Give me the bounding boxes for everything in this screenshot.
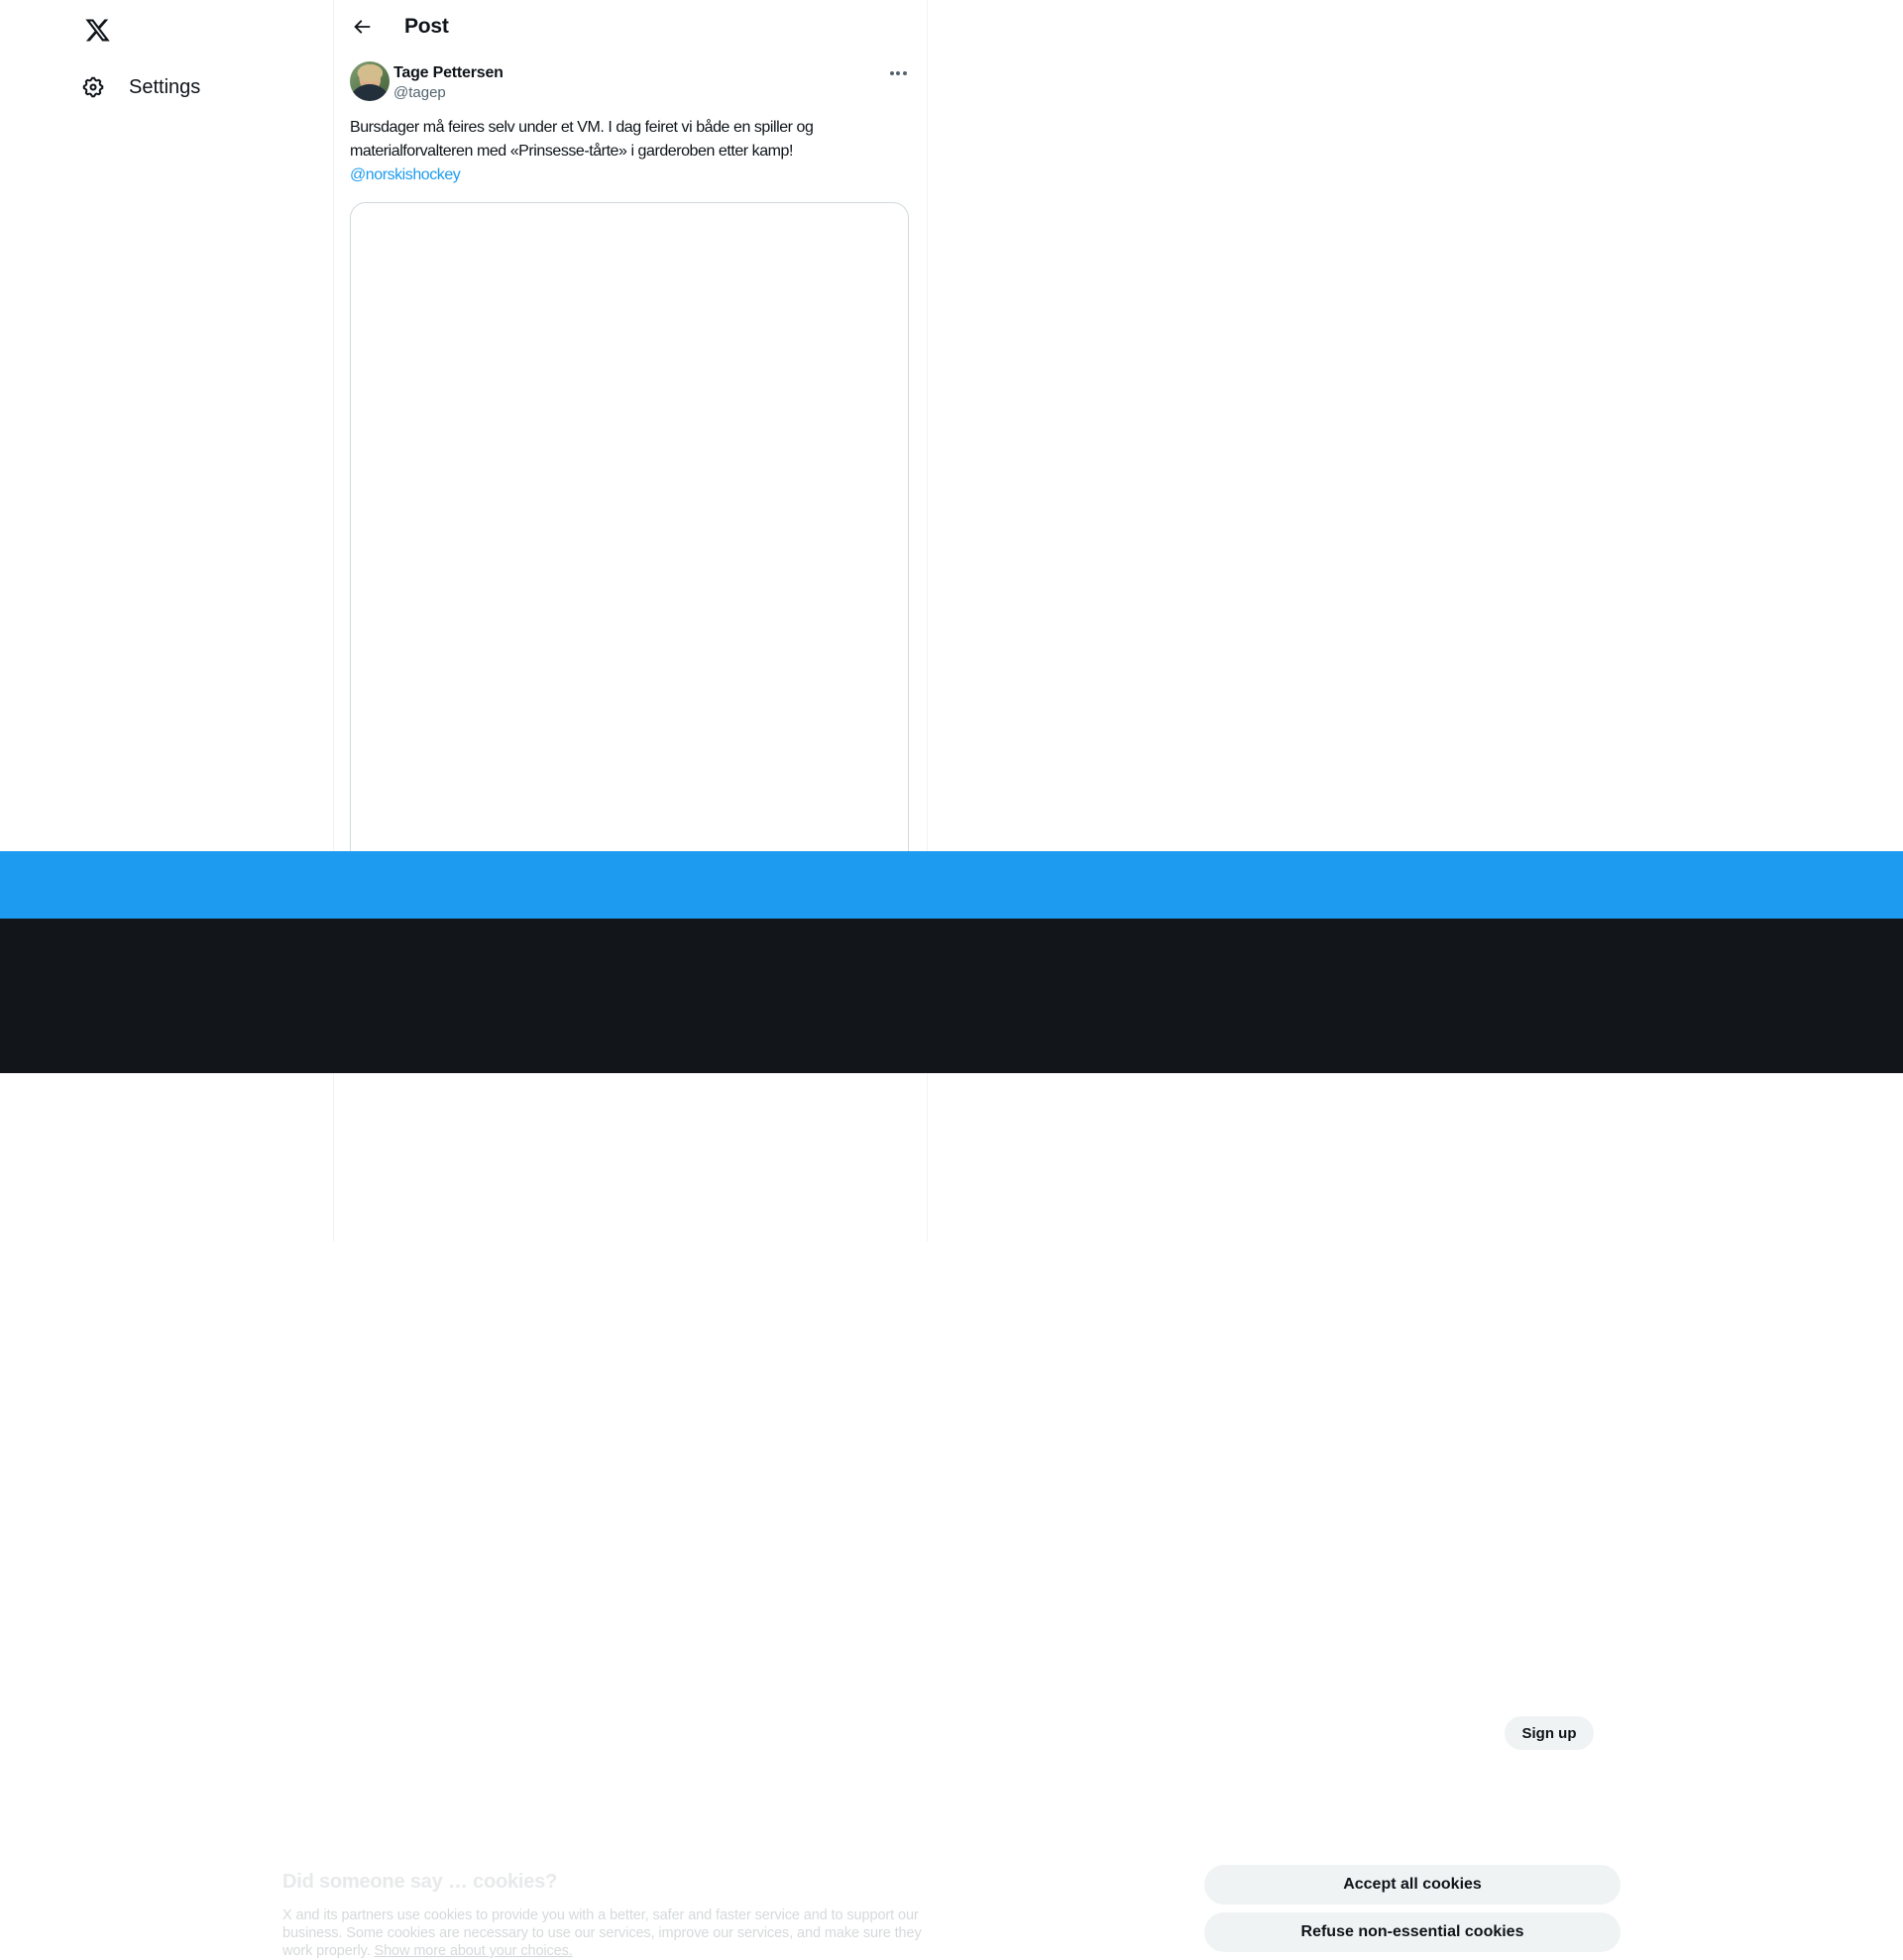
back-button[interactable]	[344, 9, 380, 45]
gear-icon	[81, 75, 105, 99]
tweet-media-placeholder[interactable]	[350, 202, 909, 896]
author-name[interactable]: Tage Pettersen	[393, 64, 504, 81]
cookie-body-line: work properly. Show more about your choices.	[282, 1943, 573, 1959]
banner-title: Don’t miss what’s happening	[568, 1706, 875, 1732]
refuse-non-essential-cookies-button[interactable]: Refuse non-essential cookies	[1204, 1912, 1621, 1952]
accept-all-cookies-button[interactable]: Accept all cookies	[1204, 1865, 1621, 1905]
tweet-line: Bursdager må feires selv under et VM. I dag feiret vi både en spiller og	[350, 119, 814, 136]
sidebar-item-label: Settings	[129, 75, 201, 98]
avatar[interactable]	[350, 61, 390, 101]
banner-subtitle: People on X are the first to know.	[568, 1738, 787, 1755]
x-home-button[interactable]	[77, 10, 117, 50]
cookie-banner-title: Did someone say … cookies?	[282, 1871, 558, 1893]
author-handle: @tagep	[393, 84, 446, 101]
tweet-line: materialforvalteren med «Prinsesse-tårte» i garderoben etter kamp!	[350, 143, 793, 160]
cookie-body-line: business. Some cookies are necessary to use our services, improve our services, and make sure they	[282, 1925, 922, 1941]
ellipsis-icon	[890, 71, 894, 75]
show-more-choices-link[interactable]: Show more about your choices.	[374, 1943, 573, 1959]
page-title: Post	[404, 15, 449, 38]
tweet-text	[350, 116, 913, 187]
x-logo-icon	[84, 17, 111, 44]
signup-button[interactable]: Sign up	[1505, 1716, 1594, 1750]
more-options-button[interactable]	[880, 61, 916, 85]
cookie-banner-body	[282, 1906, 922, 1960]
mention-link[interactable]: @norskishockey	[350, 166, 461, 183]
cookie-body-line: X and its partners use cookies to provide you with a better, safer and faster service and to support our	[282, 1907, 919, 1923]
sidebar-item-settings[interactable]	[69, 65, 212, 109]
back-arrow-icon	[351, 16, 373, 38]
login-button[interactable]: Log in	[1419, 1716, 1495, 1750]
author-block[interactable]	[393, 63, 504, 103]
signup-banner	[0, 851, 1903, 1755]
